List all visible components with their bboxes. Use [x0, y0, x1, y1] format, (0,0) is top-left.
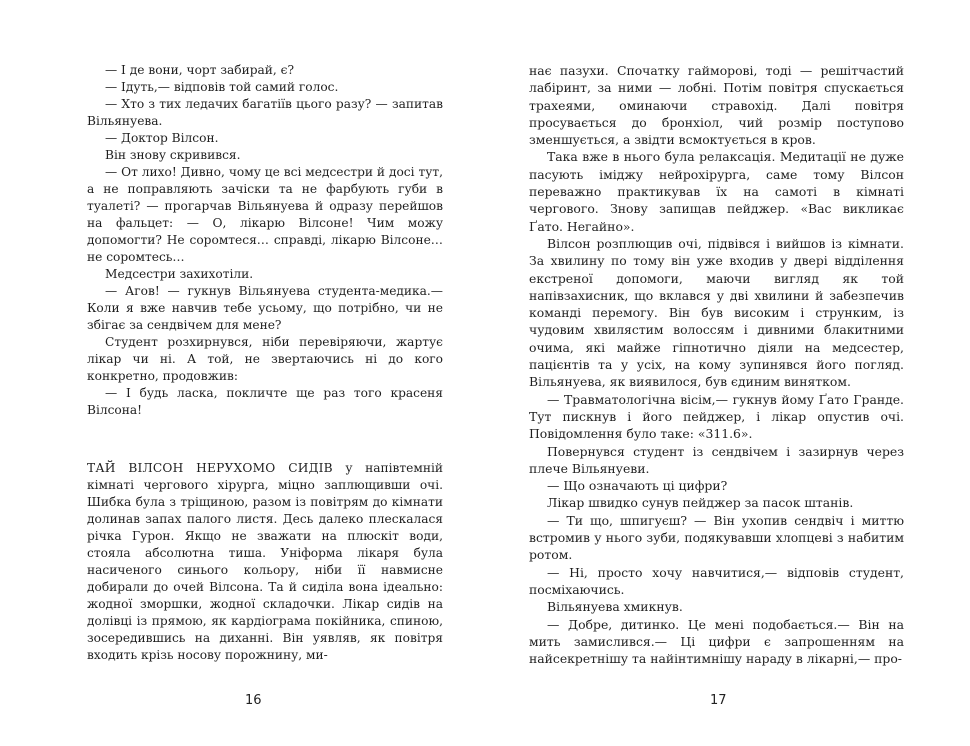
- paragraph: Вілсон розплющив очі, підвівся і вийшов із кімнати. За хвилину по тому він уже входив у двері відділення екстреної допомоги, маючи вигляд як той напівзахисник, що вклався у дві хвилини й забезпечив команді перемогу. Він був високим і струнким, із чудовим хвилястим волоссям і дивними блакитними очима, які майже гіпнотично діяли на медсестер, пацієнтів та у усіх, на кому зупинявся його погляд. Вільянуева, як виявилося, був єдиним винятком.: [529, 235, 904, 390]
- paragraph: Студент розхирнувся, ніби перевіряючи, жартує лікар чи ні. А той, не звертаючись ні до кого конкретно, продовжив:: [87, 335, 443, 383]
- paragraph: — Добре, дитинко. Це мені подобається.— Він на мить замислився.— Ці цифри є запрошенням на найсекретнішу та найінтимнішу нараду в лікарні,— про-: [529, 616, 904, 667]
- paragraph: — Ні, просто хочу навчитися,— відповів студент, посміхаючись.: [529, 564, 904, 597]
- section-break: [87, 419, 443, 460]
- paragraph: Така вже в нього була релаксація. Медитації не дуже пасують іміджу нейрохірурга, саме тому Вілсон переважно практикував їх на самоті в кімнаті чергового. Знову запищав пейджер. «Вас викликає Ґато. Негайно».: [529, 149, 904, 234]
- paragraph: Повернувся студент із сендвічем і зазирнув через плече Вільянуеви.: [529, 443, 904, 476]
- paragraph: Медсестри захихотіли.: [105, 267, 254, 281]
- left-page: [87, 62, 443, 664]
- paragraph: — Що означають ці цифри?: [547, 478, 728, 494]
- paragraph: — І будь ласка, покличте ще раз того красеня Вілсона!: [87, 386, 443, 417]
- right-page: [529, 62, 904, 667]
- section-opening-paragraph: [87, 460, 443, 664]
- paragraph: — Травматологічна вісім,— гукнув йому Ґато Гранде. Тут пискнув і його пейджер, і лікар опустив очі. Повідомлення було таке: «311.6».: [529, 391, 904, 442]
- page-number-left: 16: [245, 693, 262, 708]
- paragraph: — Агов! — гукнув Вільянуева студента-медика.— Коли я вже навчив тебе усьому, що потрібно, чи не збігає за сендвічем для мене?: [87, 284, 443, 332]
- paragraph-continued: нає пазухи. Спочатку гайморові, тоді — решітчастий лабіринт, за ними — лобні. Потім повітря спускається трахеями, оминаючи стравохід. Далі повітря просувається до бронхіол, чий розмір поступово зменшується, а звідти всмоктується в кров.: [529, 63, 904, 148]
- paragraph: — Хто з тих ледачих багатіїв цього разу? — запитав Вільянуева.: [87, 97, 443, 128]
- paragraph: — От лихо! Дивно, чому це всі медсестри й досі тут, а не поправляють зачіски та не фарбують губи в туалеті? — прогарчав Вільянуева й одразу перейшов на фальцет: — О, лікарю Вілсоне! Чим можу допомогти? Не соромтеся… справді, лікарю Вілсоне… не соромтесь…: [87, 165, 443, 264]
- page-number-right: 17: [710, 693, 727, 708]
- paragraph: — І де вони, чорт забирай, є?: [105, 63, 295, 77]
- paragraph: Лікар швидко сунув пейджер за пасок штанів.: [547, 495, 854, 511]
- paragraph: — Доктор Вілсон.: [105, 131, 219, 145]
- paragraph: — Ти що, шпигуєш? — Він ухопив сендвіч і миттю встромив у нього зуби, подякувавши хлопцеві з набитим ротом.: [529, 512, 904, 563]
- paragraph: Він знову скривився.: [105, 148, 241, 162]
- section-lead-in: ТАЙ ВІЛСОН НЕРУХОМО СИДІВ: [87, 461, 333, 475]
- paragraph: Вільянуева хмикнув.: [547, 599, 683, 615]
- paragraph: — Ідуть,— відповів той самий голос.: [105, 80, 339, 94]
- section-text: у напівтемній кімнаті чергового хірурга, міцно заплющивши очі. Шибка була з тріщиною, разом із повітрям до кімнати долинав запах палого листя. Десь далеко плескалася річка Гурон. Якщо не зважати на плюскіт води, стояла абсолютна тиша. Уніформа лікаря була насиченого синього кольору, ніби її навмисне добирали до очей Вілсона. Та й сиділа вона ідеально: жодної зморшки, жодної складочки. Лікар сидів на долівці із прямою, як кардіограма покійника, спиною, зосередившись на диханні. Він уявляв, як повітря входить крізь носову порожнину, ми-: [87, 461, 443, 662]
